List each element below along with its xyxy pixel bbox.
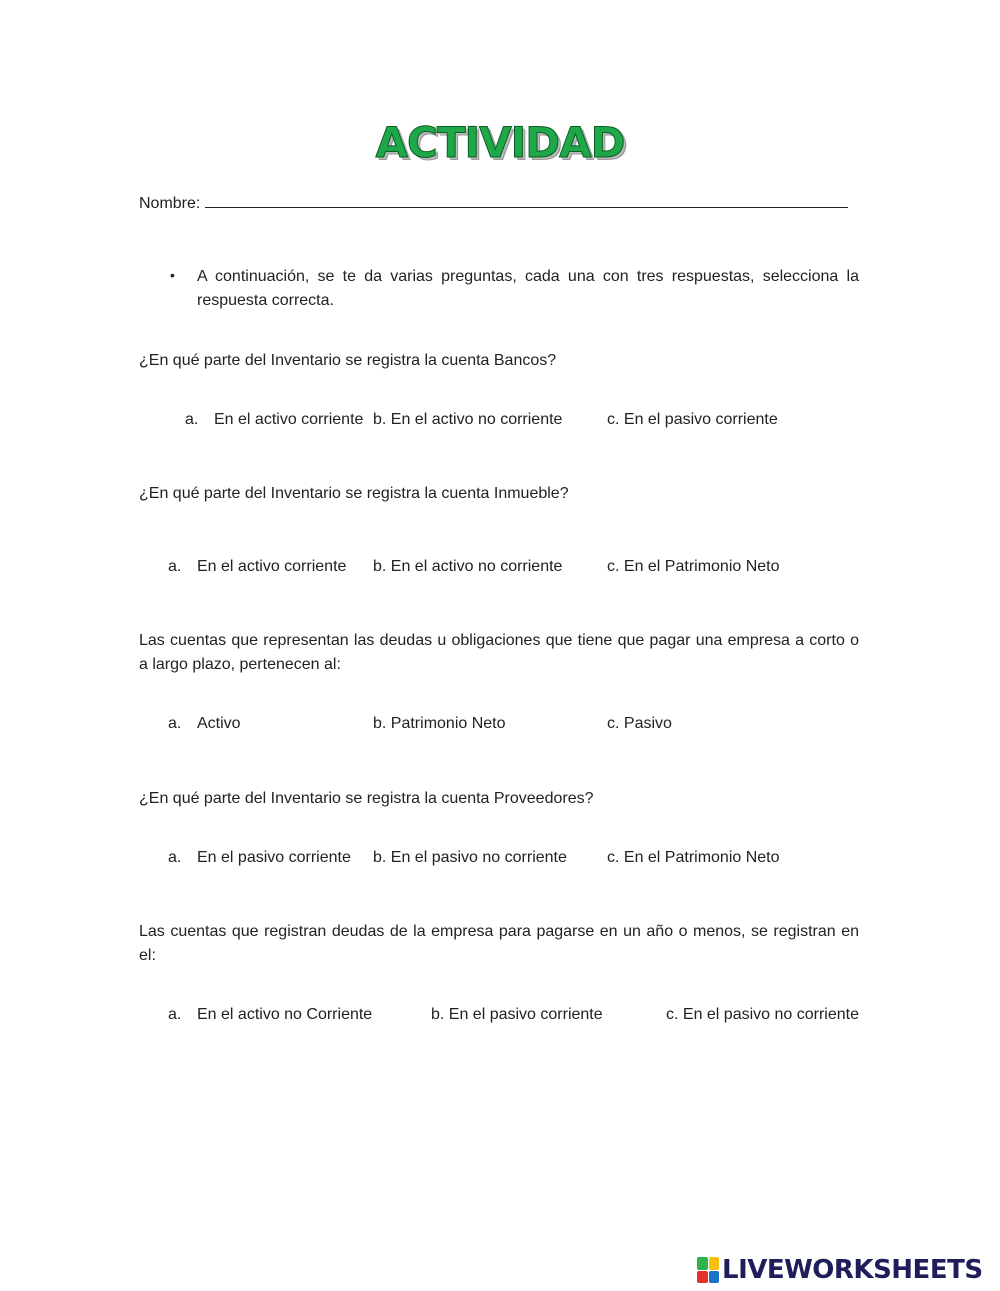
question-5-option-c[interactable]: c. En el pasivo no corriente [666,1006,859,1023]
instruction-text: A continuación, se te da varias preguntas, cada una con tres respuestas, selecciona la respuesta correcta. [197,268,859,309]
question-2-text: ¿En qué parte del Inventario se registra la cuenta Inmueble? [139,485,569,502]
liveworksheets-logo-icon [697,1257,719,1283]
question-1-option-a[interactable]: En el activo corriente [214,411,364,428]
question-2-option-a-marker: a. [168,558,182,575]
name-underline[interactable] [205,193,848,208]
logo-text: LIVEWORKSHEETS [722,1255,983,1285]
logo-square-4 [709,1271,720,1284]
question-2-option-c[interactable]: c. En el Patrimonio Neto [607,558,780,575]
question-2-option-b[interactable]: b. En el activo no corriente [373,558,563,575]
logo-square-3 [697,1271,708,1284]
liveworksheets-logo [697,1255,983,1285]
question-1-option-a-marker: a. [185,411,199,428]
question-2-option-a[interactable]: En el activo corriente [197,558,347,575]
logo-square-1 [697,1257,708,1270]
question-5-text: Las cuentas que registran deudas de la empresa para pagarse en un año o menos, se registran en el: [139,923,859,964]
page-title: ACTIVIDAD [375,118,625,167]
question-4-option-c[interactable]: c. En el Patrimonio Neto [607,849,780,866]
name-label: Nombre: [139,195,201,212]
bullet-icon: • [170,267,175,283]
question-1-text: ¿En qué parte del Inventario se registra la cuenta Bancos? [139,352,557,369]
name-field-row [139,193,848,213]
question-3-text: Las cuentas que representan las deudas u obligaciones que tiene que pagar una empresa a corto o a largo plazo, pertenecen al: [139,632,859,673]
logo-square-2 [709,1257,720,1270]
question-4-option-b[interactable]: b. En el pasivo no corriente [373,849,567,866]
question-4-text: ¿En qué parte del Inventario se registra la cuenta Proveedores? [139,790,594,807]
question-4-option-a-marker: a. [168,849,182,866]
question-5-option-b[interactable]: b. En el pasivo corriente [431,1006,603,1023]
question-3-option-a[interactable]: Activo [197,715,241,732]
question-5-option-a-marker: a. [168,1006,182,1023]
question-1-option-b[interactable]: b. En el activo no corriente [373,411,563,428]
question-1-option-c[interactable]: c. En el pasivo corriente [607,411,778,428]
question-3-option-b[interactable]: b. Patrimonio Neto [373,715,506,732]
question-3-option-c[interactable]: c. Pasivo [607,715,672,732]
question-5-option-a[interactable]: En el activo no Corriente [197,1006,373,1023]
question-4-option-a[interactable]: En el pasivo corriente [197,849,351,866]
question-3-option-a-marker: a. [168,715,182,732]
